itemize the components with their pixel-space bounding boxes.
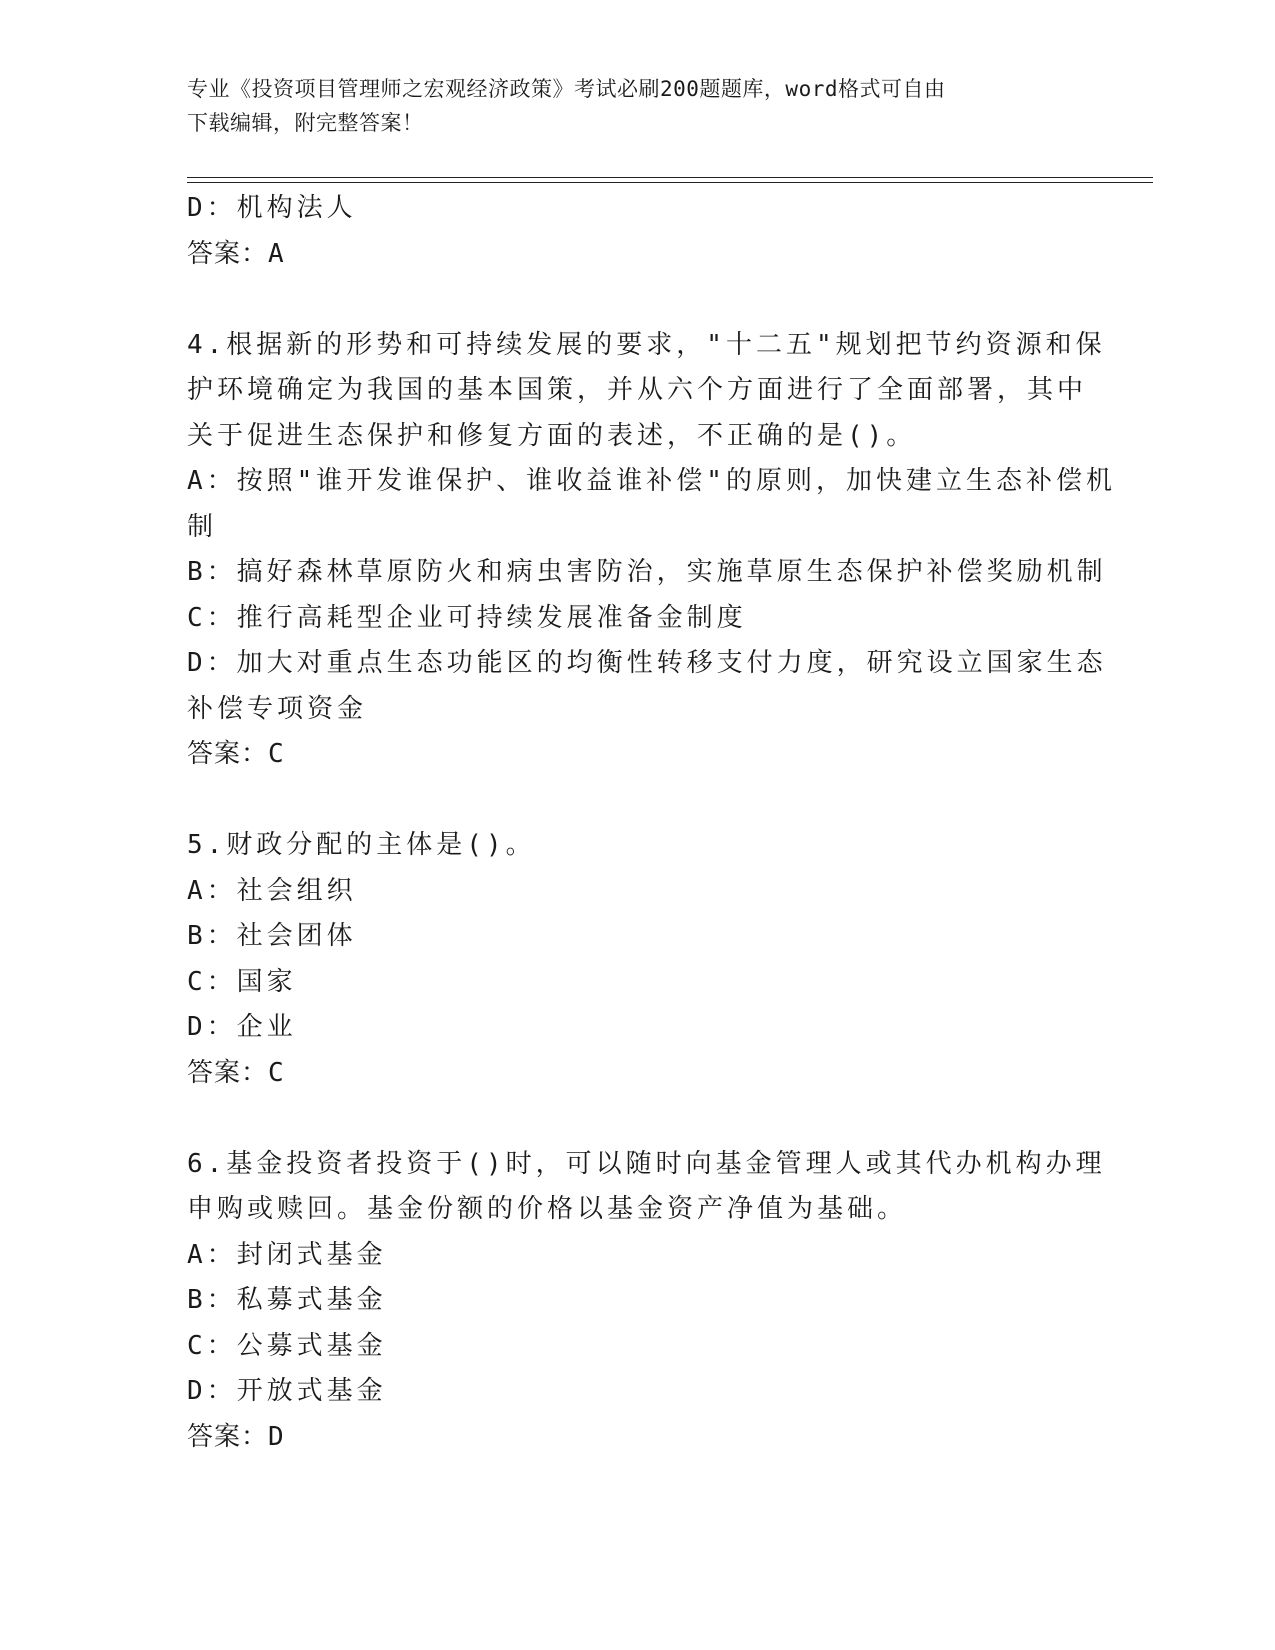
option-a: A：封闭式基金 bbox=[187, 1239, 387, 1270]
answer: 答案：C bbox=[187, 1057, 285, 1088]
question-3-tail bbox=[187, 186, 1077, 277]
option-c: C：国家 bbox=[187, 966, 297, 997]
question-stem: 4.根据新的形势和可持续发展的要求，"十二五"规划把节约资源和保 bbox=[187, 329, 1106, 360]
question-stem: 申购或赎回。基金份额的价格以基金资产净值为基础。 bbox=[187, 1194, 908, 1224]
header-line-1: 专业《投资项目管理师之宏观经济政策》考试必刷200题题库，word格式可自由 bbox=[187, 77, 946, 101]
document-header bbox=[187, 72, 1067, 140]
answer: 答案：D bbox=[187, 1421, 285, 1452]
question-stem: 6.基金投资者投资于()时，可以随时向基金管理人或其代办机构办理 bbox=[187, 1148, 1106, 1179]
option-d: D：加大对重点生态功能区的均衡性转移支付力度，研究设立国家生态 bbox=[187, 648, 1107, 678]
question-5 bbox=[187, 823, 1077, 1096]
option-b: B：搞好森林草原防火和病虫害防治，实施草原生态保护补偿奖励机制 bbox=[187, 557, 1107, 587]
option-d: D：开放式基金 bbox=[187, 1376, 387, 1406]
option-c: C：公募式基金 bbox=[187, 1330, 387, 1361]
header-divider-top bbox=[187, 177, 1153, 178]
question-stem: 关于促进生态保护和修复方面的表述，不正确的是()。 bbox=[187, 420, 917, 451]
option-d: D：机构法人 bbox=[187, 193, 357, 223]
header-divider-bottom bbox=[187, 182, 1153, 183]
question-4 bbox=[187, 323, 1116, 778]
header-line-2: 下载编辑，附完整答案！ bbox=[187, 111, 424, 135]
option-d: D：企业 bbox=[187, 1012, 297, 1042]
option-c: C：推行高耗型企业可持续发展准备金制度 bbox=[187, 602, 747, 633]
option-a-continued: 制 bbox=[187, 511, 218, 542]
option-a: A：社会组织 bbox=[187, 875, 357, 906]
question-content bbox=[187, 186, 1116, 1460]
option-b: B：私募式基金 bbox=[187, 1285, 387, 1315]
question-6 bbox=[187, 1142, 1106, 1461]
option-a: A：按照"谁开发谁保护、谁收益谁补偿"的原则，加快建立生态补偿机 bbox=[187, 466, 1116, 496]
option-b: B：社会团体 bbox=[187, 921, 357, 951]
spacer bbox=[187, 1096, 1077, 1142]
option-d-continued: 补偿专项资金 bbox=[187, 693, 368, 724]
question-stem: 护环境确定为我国的基本国策，并从六个方面进行了全面部署，其中 bbox=[187, 375, 1088, 405]
spacer bbox=[187, 277, 1077, 323]
spacer bbox=[187, 778, 1077, 824]
answer: 答案：C bbox=[187, 739, 285, 769]
question-stem: 5.财政分配的主体是()。 bbox=[187, 830, 536, 860]
answer: 答案：A bbox=[187, 238, 285, 269]
